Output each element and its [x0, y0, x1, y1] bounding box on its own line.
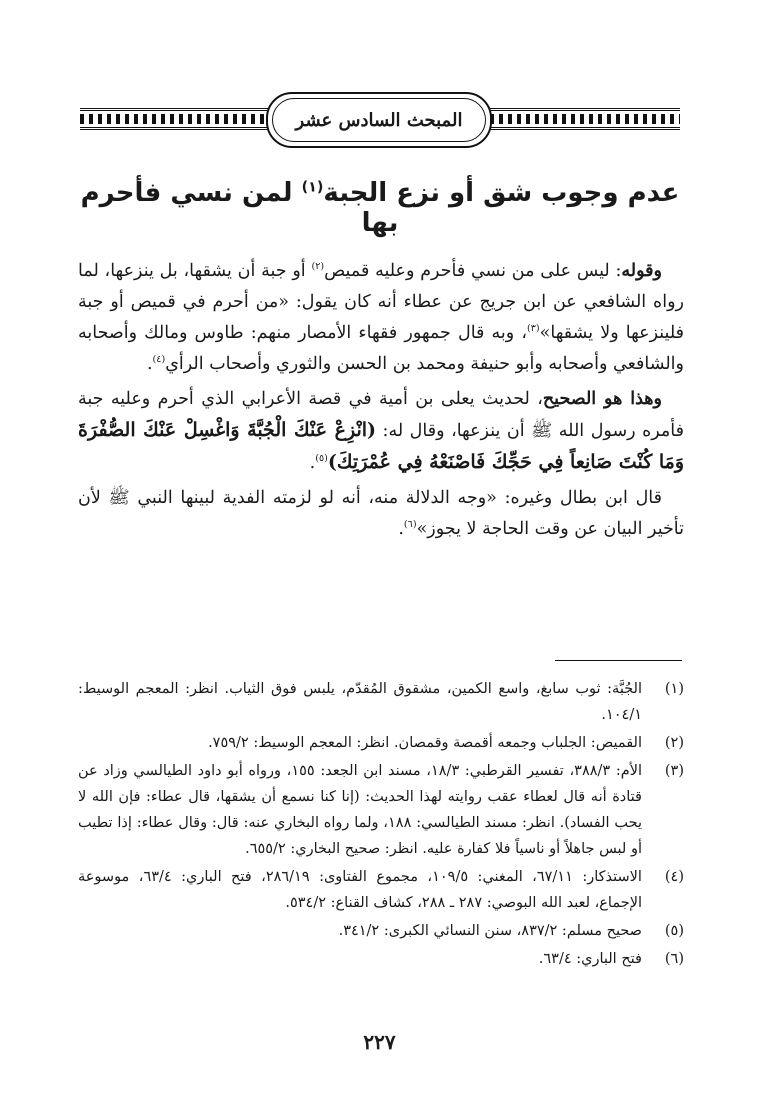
p1-lead: وقوله — [621, 261, 662, 281]
p1-b: أو جبة أن يشقها، بل ينزعها، لما رواه الشافعي عن ابن جريج عن عطاء أنه كان يقول: «من أحرم في قميص أو جبة فلينزعها ولا يشقها» — [78, 261, 684, 343]
chapter-title-note: (١) — [301, 179, 324, 196]
footnote — [78, 918, 684, 944]
footnote-number: (١) — [664, 681, 684, 697]
footnote-number: (٣) — [664, 763, 684, 779]
section-label: المبحث السادس عشر — [295, 109, 463, 131]
footnote-text: القميص: الجلباب وجمعه أقمصة وقمصان. انظر: المعجم الوسيط: ٧٥٩/٢. — [208, 735, 642, 751]
p3-a: قال ابن بطال وغيره: «وجه الدلالة منه، أنه لو لزمته الفدية لبينها النبي ﷺ لأن تأخير البيان عن وقت الحاجة لا يجوز» — [78, 488, 684, 539]
paragraph-3 — [78, 483, 684, 545]
footnote — [78, 946, 684, 972]
footnotes — [78, 676, 684, 974]
chapter-title-text: عدم وجوب شق أو نزع الجبة — [323, 178, 680, 208]
p1-note-4: (٤) — [152, 354, 166, 366]
footnote — [78, 676, 684, 728]
p1-note-3: (٣) — [526, 323, 540, 335]
p3-end: . — [398, 519, 404, 539]
footnote-separator — [555, 660, 682, 661]
paragraph-2 — [78, 384, 684, 479]
footnote-number: (٥) — [664, 923, 684, 939]
chapter-title — [60, 178, 700, 238]
page-number: ٢٢٧ — [363, 1030, 396, 1054]
p2-lead: وهذا هو الصحيح — [542, 389, 662, 409]
section-label-frame — [266, 92, 492, 148]
footnote — [78, 758, 684, 862]
p2-end: . — [309, 453, 316, 473]
p1-c: ، وبه قال جمهور فقهاء الأمصار منهم: طاوس ومالك وأصحابه والشافعي وأصحابه وأبو حنيفة ومحمد بن الحسن والثوري وأصحاب الرأي — [78, 323, 684, 374]
p3-note-6: (٦) — [403, 519, 417, 531]
p2-a: ، لحديث يعلى بن أمية في قصة الأعرابي الذي أحرم وعليه جبة فأمره رسول الله ﷺ أن ينزعها، وقال له: — [78, 389, 684, 441]
body-text — [78, 256, 684, 549]
footnote-text: الأم: ٣٨٨/٣، تفسير القرطبي: ١٨/٣، مسند ابن الجعد: ١٥٥، ورواه أبو داود الطيالسي وزاد عن قتادة أنه قال لعطاء عقب روايته لهذا الحديث: (إنا كنا نسمع أن يشقها، قال عطاء: فإن الله لا يحب الفساد). انظر: مسند الطيالسي: ١٨٨، ولما رواه البخاري عنه: قال: وقال عطاء: إذا تطيب أو لبس جاهلاً أو ناسياً فلا كفارة عليه. انظر: صحيح البخاري: ٦٥٥/٢. — [78, 763, 642, 857]
ornament-left — [80, 108, 270, 130]
footnote-text: فتح الباري: ٦٣/٤. — [538, 951, 642, 967]
p1-end: . — [146, 354, 153, 374]
footnote-number: (٦) — [664, 951, 684, 967]
p1-a: : ليس على من نسي فأحرم وعليه قميص — [324, 261, 622, 281]
footnote-text: الاستذكار: ٦٧/١١، المغني: ١٠٩/٥، مجموع الفتاوى: ٢٨٦/١٩، فتح الباري: ٦٣/٤، موسوعة الإجماع، لعبد الله البوصي: ٢٨٧ ـ ٢٨٨، كشاف القناع: ٥٣٤/٢. — [78, 869, 642, 911]
p2-hadith: (انْزِعْ عَنْكَ الْجُبَّةَ وَاغْسِلْ عَنْكَ الصُّفْرَةَ وَمَا كُنْتَ صَانِعاً فِي حَجِّكَ فَاصْنَعْهُ فِي عُمْرَتِكَ) — [78, 419, 684, 473]
footnote-text: الجُبَّة: ثوب سابغ، واسع الكمين، مشقوق المُقدّم، يلبس فوق الثياب. انظر: المعجم الوسيط: ١٠٤/١. — [78, 681, 642, 723]
section-header — [80, 92, 680, 154]
footnote-text: صحيح مسلم: ٨٣٧/٢، سنن النسائي الكبرى: ٣٤١/٢. — [338, 923, 642, 939]
p1-note-2: (٢) — [311, 261, 325, 273]
p2-note-5: (٥) — [315, 453, 328, 465]
footnote — [78, 864, 684, 916]
footnote — [78, 730, 684, 756]
ornament-right — [490, 108, 680, 130]
footnote-number: (٢) — [664, 735, 684, 751]
paragraph-1 — [78, 256, 684, 380]
footnote-number: (٤) — [664, 869, 684, 885]
chapter-title-text-after: لمن نسي فأحرم بها — [80, 178, 399, 238]
